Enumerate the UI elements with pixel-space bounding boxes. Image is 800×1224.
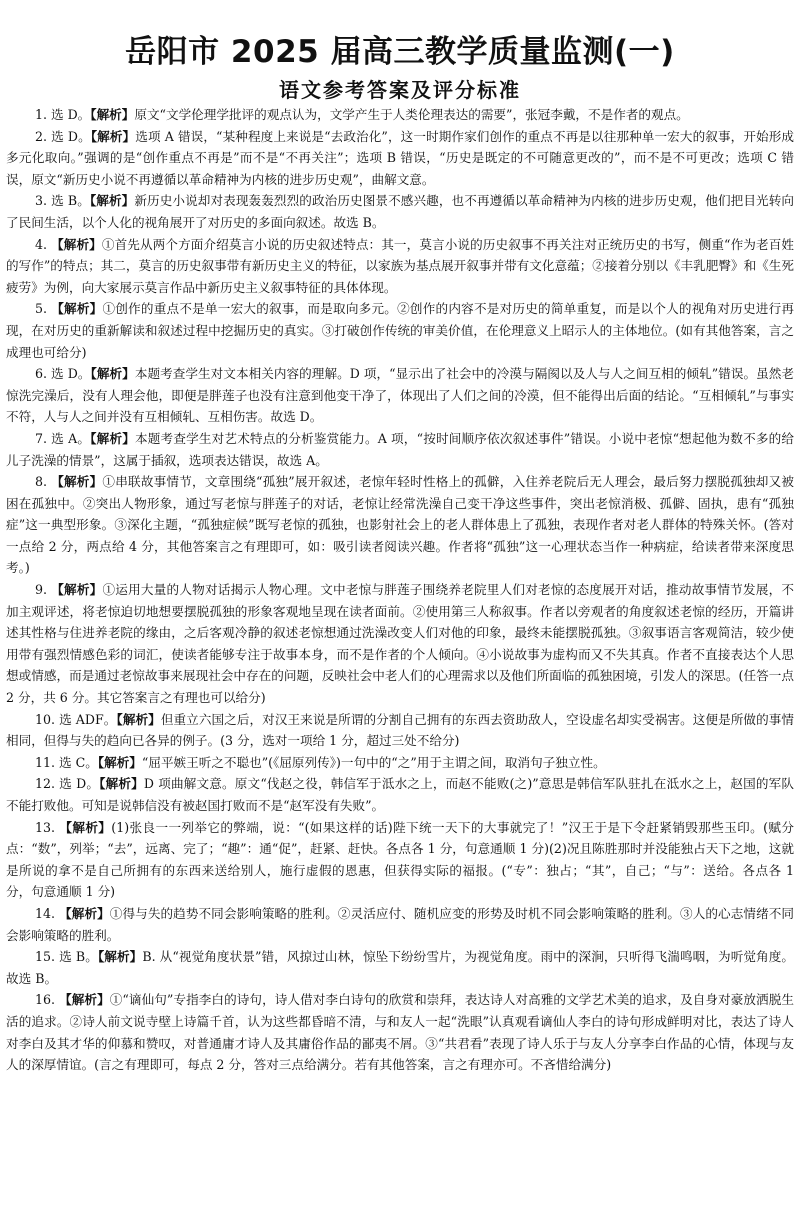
analysis-tag: 【解析】 [51, 474, 103, 490]
answer-item [6, 126, 794, 191]
answer-item [6, 946, 794, 989]
answer-number: 9. [34, 582, 52, 598]
answer-text: 原文“文学伦理学批评的观点认为，文学产生于人类伦理表达的需要”，张冠李戴，不是作者的观点。 [134, 107, 689, 122]
answer-item [6, 428, 794, 471]
answer-number: 13. [34, 819, 60, 835]
analysis-tag: 【解析】 [51, 301, 103, 317]
answer-number: 6. 选 D。 [34, 366, 91, 382]
answer-text: ①运用大量的人物对话揭示人物心理。文中老惊与胖莲子围绕养老院里人们对老惊的态度展开对话，推动故事情节发展，不加主观评述，将老惊迫切地想要摆脱孤独的形象客观地呈现在读者面前。②使用第三人称叙事。作者以旁观者的角度叙述老惊的经历，开篇讲述其性格与住进养老院的缘由，之后客观冷静的叙述老惊想通过洗澡改变人们对他的印象，最终未能摆脱孤独。③叙事语言客观简洁，较少使用带有强烈情感色彩的词汇，使读者能够专注于故事本身，而不是作者的个人倾向。④小说故事为虚构而又不失其真。作者不直接表达个人思想或情感，而是通过老惊故事来展现社会中存在的问题，反映社会中老人们的心理需求以及他们所面临的孤独困境，引发人的深思。(任答一点 2 分，共 6 分。其它答案言之有理也可以给分) [6, 582, 795, 706]
answer-number: 12. 选 D。 [34, 776, 100, 792]
answer-text: 本题考查学生对文本相关内容的理解。D 项，“显示出了社会中的冷漠与隔阂以及人与人之间互相的倾轧”错误。虽然老惊洗完澡后，没有人理会他，即便是胖莲子也没有注意到他变干净了，体现出了人们之间的冷漠，但不能得出后面的结论。“互相倾轧”与事实不符，人与人之间并没有互相倾轧、互相伤害。故选 D。 [6, 366, 795, 425]
answer-item [6, 773, 794, 816]
answer-text: 本题考查学生对艺术特点的分析鉴赏能力。A 项，“按时间顺序依次叙述事件”错误。小说中老惊“想起他为数不多的给儿子洗澡的情景”，这属于插叙，选项表达错误，故选 A。 [6, 430, 794, 468]
answer-text: ①首先从两个方面介绍莫言小说的历史叙述特点：其一，莫言小说的历史叙事不再关注对正统历史的书写，侧重“作为老百姓的写作”的特点；其二，莫言的历史叙事带有新历史主义的特征，以家族为基点展开叙事并带有文化意蕴；②接着分别以《丰乳肥臀》和《生死疲劳》为例，向大家展示莫言作品中新历史主义叙事特征的具体体现。 [6, 236, 794, 295]
analysis-tag: 【解析】 [89, 193, 135, 209]
answer-number: 1. 选 D。 [34, 107, 91, 122]
answer-item [6, 709, 794, 752]
answer-item [6, 104, 794, 126]
answer-text: ①得与失的趋势不同会影响策略的胜利。②灵活应付、随机应变的形势及时机不同会影响策略的胜利。③人的心志情绪不同会影响策略的胜利。 [6, 905, 795, 943]
answer-text: ①串联故事情节，文章围绕“孤独”展开叙述，老惊年轻时性格上的孤僻，入住养老院后无人理会，最后努力摆脱孤独却又被困在孤独中。②突出人物形象，通过写老惊与胖莲子的对话，老惊让经常洗澡自己变干净这些事件，突出老惊消极、孤僻、固执，患有“孤独症”这一典型形象。③深化主题，“孤独症候”既写老惊的孤独，也影射社会上的老人群体患上了孤独，表现作者对老人群体的特殊关怀。(答对一点给 2 分，两点给 4 分，其他答案言之有理即可，如：吸引读者阅读兴趣。作者将“孤独”这一心理状态当作一种病症，给读者带来深度思考。) [6, 474, 794, 576]
analysis-tag: 【解析】 [51, 582, 103, 598]
answer-number: 15. 选 B。 [34, 949, 98, 965]
answer-number: 7. 选 A。 [34, 430, 91, 446]
answer-text: “屈平嫉王听之不聪也”(《屈原列传》)一句中的“之”用于主谓之间，取消句子独立性。 [141, 754, 606, 770]
answer-item [6, 190, 794, 233]
analysis-tag: 【解析】 [97, 949, 143, 965]
answer-text: 选项 A 错误，“某种程度上来说是“去政治化”，这一时期作家们创作的重点不再是以往那种单一宏大的叙事，开始形成多元化取向。”强调的是“创作重点不再是”而不是“不再关注”；选项 B 错误，“历史是既定的不可随意更改的”，而不是不可更改；选项 C 错误，原文“新历史小说不再遵循以革命精神为内核的进步历史观”，曲解文意。 [6, 128, 795, 187]
analysis-tag: 【解析】 [97, 754, 142, 770]
analysis-tag: 【解析】 [90, 366, 135, 382]
analysis-tag: 【解析】 [51, 236, 102, 252]
analysis-tag: 【解析】 [59, 992, 110, 1008]
analysis-tag: 【解析】 [59, 905, 110, 921]
answer-number: 16. [34, 992, 60, 1008]
analysis-tag: 【解析】 [59, 819, 112, 835]
answer-item [6, 989, 794, 1075]
answer-number: 2. 选 D。 [34, 128, 91, 144]
analysis-tag: 【解析】 [90, 128, 136, 144]
answer-number: 11. 选 C。 [34, 754, 98, 770]
answer-item [6, 579, 794, 709]
answer-text: ①创作的重点不是单一宏大的叙事，而是取向多元。②创作的内容不是对历史的简单重复，而是以个人的视角对历史进行再现，在对历史的重新解读和叙述过程中挖掘历史的真实。③打破创作传统的审美价值，在伦理意义上昭示人的主体地位。(如有其他答案，言之成理也可给分) [6, 301, 795, 360]
answer-text: 但重立六国之后，对汉王来说是所谓的分割自己拥有的东西去资助敌人，空设虚名却实受祸害。这便是所做的事情相同，但得与失的趋向已各异的例子。(3 分，选对一项给 1 分，超过三处不给分) [6, 711, 795, 749]
answer-number: 4. [34, 236, 52, 252]
analysis-tag: 【解析】 [90, 107, 135, 122]
answer-text: D 项曲解文意。原文“伐赵之役，韩信军于泜水之上，而赵不能败(之)”意思是韩信军队驻扎在泜水之上，赵国的军队不能打败他。可知是说韩信没有被赵国打败而不是“赵军没有失败”。 [6, 776, 794, 813]
analysis-tag: 【解析】 [99, 776, 144, 792]
analysis-tag: 【解析】 [116, 711, 161, 727]
answer-number: 8. [34, 474, 52, 490]
answer-item [6, 234, 794, 299]
analysis-tag: 【解析】 [90, 430, 135, 446]
answer-item [6, 471, 794, 579]
answer-list [6, 104, 794, 1076]
answer-text: 新历史小说却对表现轰轰烈烈的政治历史图景不感兴趣，也不再遵循以革命精神为内核的进步历史观，他们把目光转向了民间生活，以个人化的视角展开了对历史的多面向叙述。故选 B。 [6, 193, 795, 230]
answer-text: (1)张良一一列举它的弊端，说：“(如果这样的话)陛下统一天下的大事就完了！”汉王于是下令赶紧销毁那些玉印。(赋分点：“数”，列举；“去”，远离、完了；“趣”：通“促”，赶紧、赶快。各点各 1 分，句意通顺 1 分)(2)况且陈胜那时并没能独占天下之地，这就是所说的拿不是自己所拥有的东西来送给别人，施行虚假的恩惠，但获得实际的福报。(“专”：独占；“其”，自己；“与”：送给。各点各 1 分，句意通顺 1 分) [6, 819, 794, 900]
answer-number: 3. 选 B。 [34, 193, 90, 209]
answer-number: 14. [34, 905, 60, 921]
answer-text: B. 从“视觉角度状景”错，风掠过山林，惊坠下纷纷雪片，为视觉角度。雨中的深涧，只听得飞湍鸣咽，为听觉角度。故选 B。 [6, 949, 795, 986]
answer-item [6, 363, 794, 428]
answer-text: ①“谪仙句”专指李白的诗句，诗人借对李白诗句的欣赏和崇拜，表达诗人对高雅的文学艺术美的追求，及自身对豪放洒脱生活的追求。②诗人前文说寺壁上诗篇千首，认为这些都昏暗不清，与和友人一起“洗眼”认真观看谪仙人李白的诗句形成鲜明对比，表达了诗人对李白及其才华的仰慕和赞叹，对普通庸才诗人及其庸俗作品的鄙夷不屑。③“共君看”表现了诗人乐于与友人分享李白作品的心情，体现与友人的深厚情谊。(言之有理即可，每点 2 分，答对三点给满分。若有其他答案，言之有理亦可。不吝惜给满分) [6, 992, 794, 1073]
answer-item [6, 817, 794, 903]
answer-item [6, 903, 794, 946]
answer-number: 10. 选 ADF。 [34, 711, 117, 727]
answer-number: 5. [34, 301, 52, 317]
page-subtitle: 语文参考答案及评分标准 [279, 78, 521, 102]
page-title: 岳阳市 2025 届高三教学质量监测(一) [125, 34, 675, 70]
answer-item [6, 752, 794, 774]
answer-item [6, 298, 794, 363]
